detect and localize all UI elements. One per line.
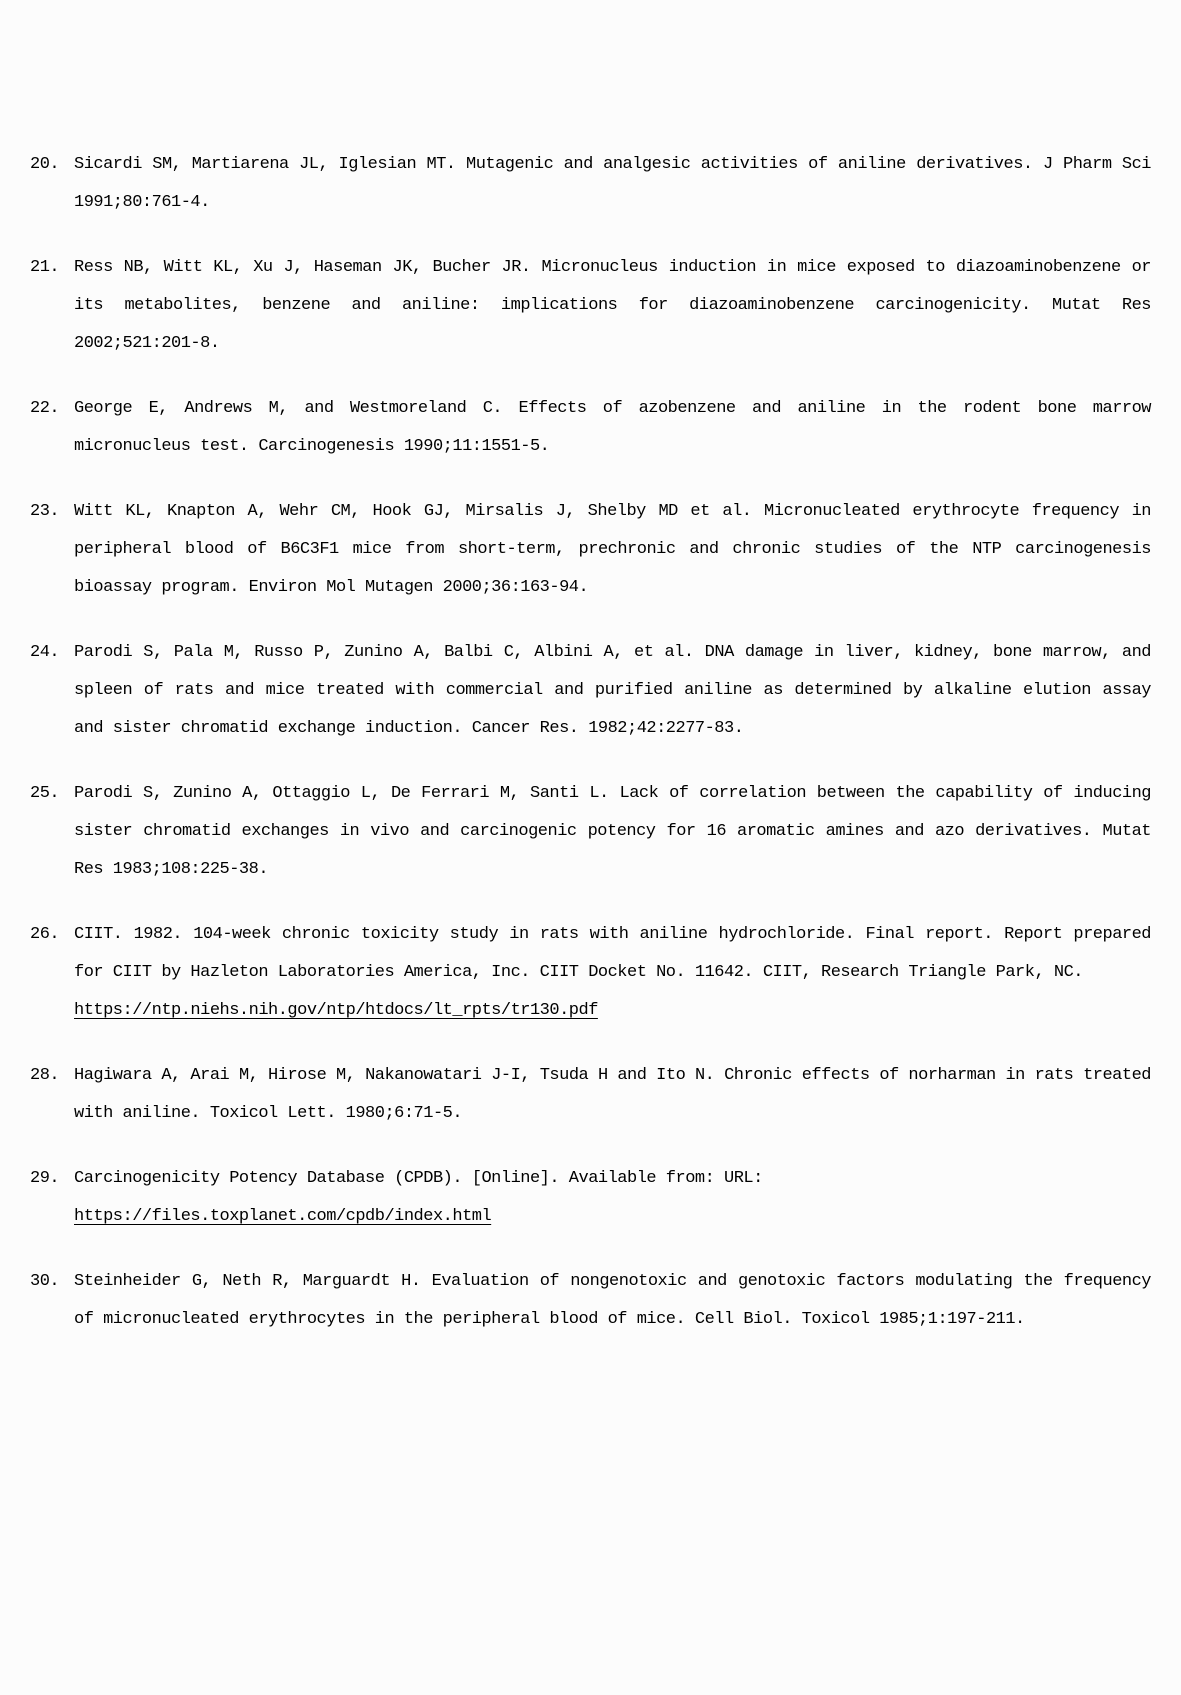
reference-item [30, 146, 1151, 222]
reference-number: 26. [30, 925, 60, 944]
reference-body [74, 1160, 1151, 1236]
reference-item [30, 390, 1151, 466]
reference-text: Steinheider G, Neth R, Marguardt H. Evaluation of nongenotoxic and genotoxic factors modulating the frequency of micronucleated erythrocytes in the peripheral blood of mice. Cell Biol. Toxicol 1985;1:197-211. [74, 1272, 1151, 1329]
reference-item [30, 493, 1151, 607]
reference-body [74, 634, 1151, 748]
reference-text: Ress NB, Witt KL, Xu J, Haseman JK, Bucher JR. Micronucleus induction in mice exposed to diazoaminobenzene or its metabolites, benzene and aniline: implications for diazoaminobenzene carcinogenicity. Mutat Res 2002;521:201-8. [74, 258, 1151, 353]
reference-number: 24. [30, 643, 60, 662]
reference-number: 28. [30, 1066, 60, 1085]
reference-body [74, 916, 1151, 1030]
reference-item [30, 634, 1151, 748]
reference-number: 29. [30, 1169, 60, 1188]
reference-item [30, 1263, 1151, 1339]
reference-text: Sicardi SM, Martiarena JL, Iglesian MT. Mutagenic and analgesic activities of aniline derivatives. J Pharm Sci 1991;80:761-4. [74, 155, 1151, 212]
reference-number: 21. [30, 258, 60, 277]
reference-body [74, 775, 1151, 889]
reference-item [30, 1160, 1151, 1236]
reference-number: 30. [30, 1272, 60, 1291]
reference-text: Parodi S, Zunino A, Ottaggio L, De Ferrari M, Santi L. Lack of correlation between the capability of inducing sister chromatid exchanges in vivo and carcinogenic potency for 16 aromatic amines and azo derivatives. Mutat Res 1983;108:225-38. [74, 784, 1151, 879]
reference-body [74, 1263, 1151, 1339]
reference-body [74, 249, 1151, 363]
reference-number: 20. [30, 155, 60, 174]
reference-text: CIIT. 1982. 104-week chronic toxicity study in rats with aniline hydrochloride. Final report. Report prepared for CIIT by Hazleton Laboratories America, Inc. CIIT Docket No. 11642. CIIT, Research Triangle Park, NC. [74, 925, 1151, 982]
reference-text: Parodi S, Pala M, Russo P, Zunino A, Balbi C, Albini A, et al. DNA damage in liver, kidney, bone marrow, and spleen of rats and mice treated with commercial and purified aniline as determined by alkaline elution assay and sister chromatid exchange induction. Cancer Res. 1982;42:2277-83. [74, 643, 1151, 738]
reference-body [74, 390, 1151, 466]
reference-text: Witt KL, Knapton A, Wehr CM, Hook GJ, Mirsalis J, Shelby MD et al. Micronucleated erythrocyte frequency in peripheral blood of B6C3F1 mice from short-term, prechronic and chronic studies of the NTP carcinogenesis bioassay program. Environ Mol Mutagen 2000;36:163-94. [74, 502, 1151, 597]
reference-item [30, 249, 1151, 363]
reference-body [74, 1057, 1151, 1133]
reference-number: 23. [30, 502, 60, 521]
reference-body [74, 493, 1151, 607]
reference-text: George E, Andrews M, and Westmoreland C. Effects of azobenzene and aniline in the rodent bone marrow micronucleus test. Carcinogenesis 1990;11:1551-5. [74, 399, 1151, 456]
reference-number: 22. [30, 399, 60, 418]
reference-link[interactable]: https://files.toxplanet.com/cpdb/index.html [74, 1207, 492, 1226]
reference-number: 25. [30, 784, 60, 803]
reference-body [74, 146, 1151, 222]
reference-text: Hagiwara A, Arai M, Hirose M, Nakanowatari J-I, Tsuda H and Ito N. Chronic effects of norharman in rats treated with aniline. Toxicol Lett. 1980;6:71-5. [74, 1066, 1151, 1123]
reference-link[interactable]: https://ntp.niehs.nih.gov/ntp/htdocs/lt_rpts/tr130.pdf [74, 1001, 598, 1020]
reference-item [30, 775, 1151, 889]
reference-item [30, 1057, 1151, 1133]
reference-item [30, 916, 1151, 1030]
reference-text: Carcinogenicity Potency Database (CPDB). [Online]. Available from: URL: [74, 1169, 763, 1188]
